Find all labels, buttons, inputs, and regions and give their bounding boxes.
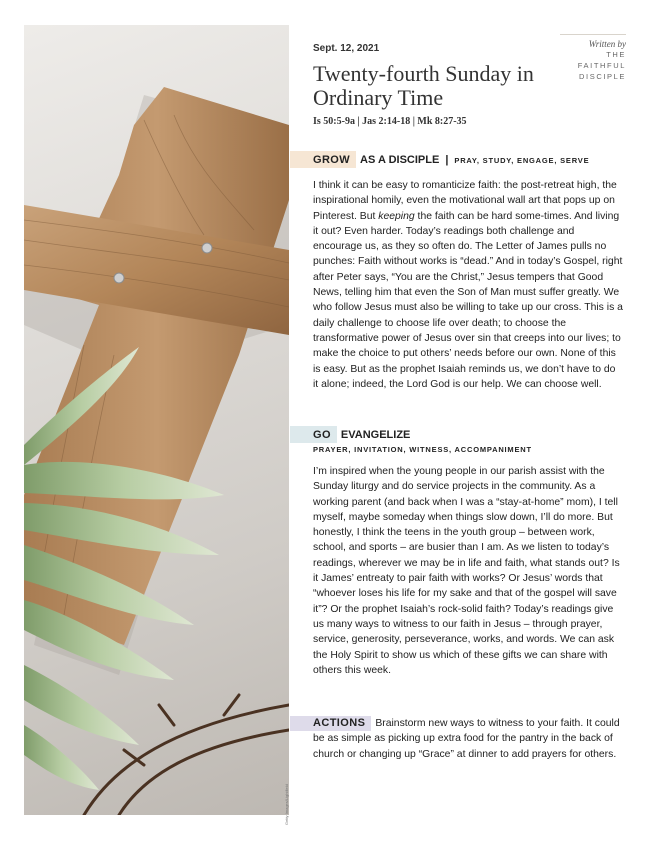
- grow-separator: |: [445, 153, 449, 166]
- nail: [114, 273, 124, 283]
- grow-body-emphasis: keeping: [378, 210, 415, 222]
- nail: [202, 243, 212, 253]
- author-line: DISCIPLE: [579, 72, 626, 81]
- actions-body: Brainstorm new ways to witness to your faith. It could be as simple as picking up extra food for the pantry in the back of church or changing up “Grace” at dinner to add prayers for others.: [313, 718, 620, 760]
- grow-heading: [290, 151, 589, 168]
- photo-credit: Getty Images/Lightfield: [284, 784, 289, 825]
- grow-subheading: PRAY, STUDY, ENGAGE, SERVE: [454, 155, 590, 165]
- go-body: [313, 464, 623, 678]
- go-body-text: I’m inspired when the young people in our parish assist with the Sunday liturgy and do service projects in the community. As a working parent (and back when I was a “stay-at-home” mom), I tell myself, maybe someday when things slow down, I’ll do more. But honestly, I think the teens in the youth group – between work, school, and sports – are busier than I am. As we listen to today’s readings, wherever we may be in life and faith, what stands out? Is it James’ entreaty to pair faith with works? Or Jesus’ words that “whoever loses his life for my sake and that of the gospel will save it”? Or the prophet Isaiah’s rock-solid faith? Today’s readings give us many ways to witness to our faith in Jesus – through prayer, service, generosity, perseverance, works, and words. We can ask the Holy Spirit to show us which of these gifts we can share with others this week.: [313, 466, 620, 676]
- cross-palm-illustration: [24, 25, 289, 815]
- grow-body: [313, 178, 623, 392]
- go-label: GO: [290, 426, 337, 443]
- go-subheading: PRAYER, INVITATION, WITNESS, ACCOMPANIMENT: [313, 445, 532, 454]
- byline: [560, 34, 626, 82]
- actions-section: [313, 716, 623, 762]
- cross-photo: [24, 25, 289, 815]
- crown-of-thorns: [84, 695, 289, 815]
- grow-body-text: I think it can be easy to romanticize faith: the post-retreat high, the inspirational homily, even the motivational wall art that pops up on Pinterest. But: [313, 180, 617, 222]
- author-line: FAITHFUL: [577, 61, 626, 70]
- grow-body-text: the faith can be hard some-times. And living it out? Even harder. Today’s readings both challenge and encourage us, as they so often do. The Letter of James pulls no punches: Faith without works is “dead.” And in today’s Gospel, right after Peter says, “You are the Christ,” Jesus tempers that Good News, telling him that even the Son of Man must suffer greatly. We who follow Jesus must also be willing to take up our cross. This is a daily challenge to choose life over death; to choose the transformative power of Jesus over sin that creeps into our lives; to make the choice to put others’ needs before our own. None of this is easy. But as the prophet Isaiah reminds us, we don’t have to do it alone; indeed, the Lord God is our help. We can choose well.: [313, 210, 623, 390]
- go-heading-text: EVANGELIZE: [340, 428, 411, 441]
- page-title: Twenty-fourth Sunday in Ordinary Time: [313, 61, 534, 110]
- grow-label: GROW: [290, 151, 356, 168]
- issue-date: Sept. 12, 2021: [313, 43, 380, 54]
- byline-label: Written by: [588, 39, 626, 49]
- actions-label: ACTIONS: [290, 716, 371, 731]
- go-heading: [290, 426, 410, 443]
- scripture-readings: Is 50:5-9a | Jas 2:14-18 | Mk 8:27-35: [313, 116, 467, 127]
- author-line: THE: [606, 50, 626, 59]
- grow-heading-text: AS A DISCIPLE: [360, 153, 440, 166]
